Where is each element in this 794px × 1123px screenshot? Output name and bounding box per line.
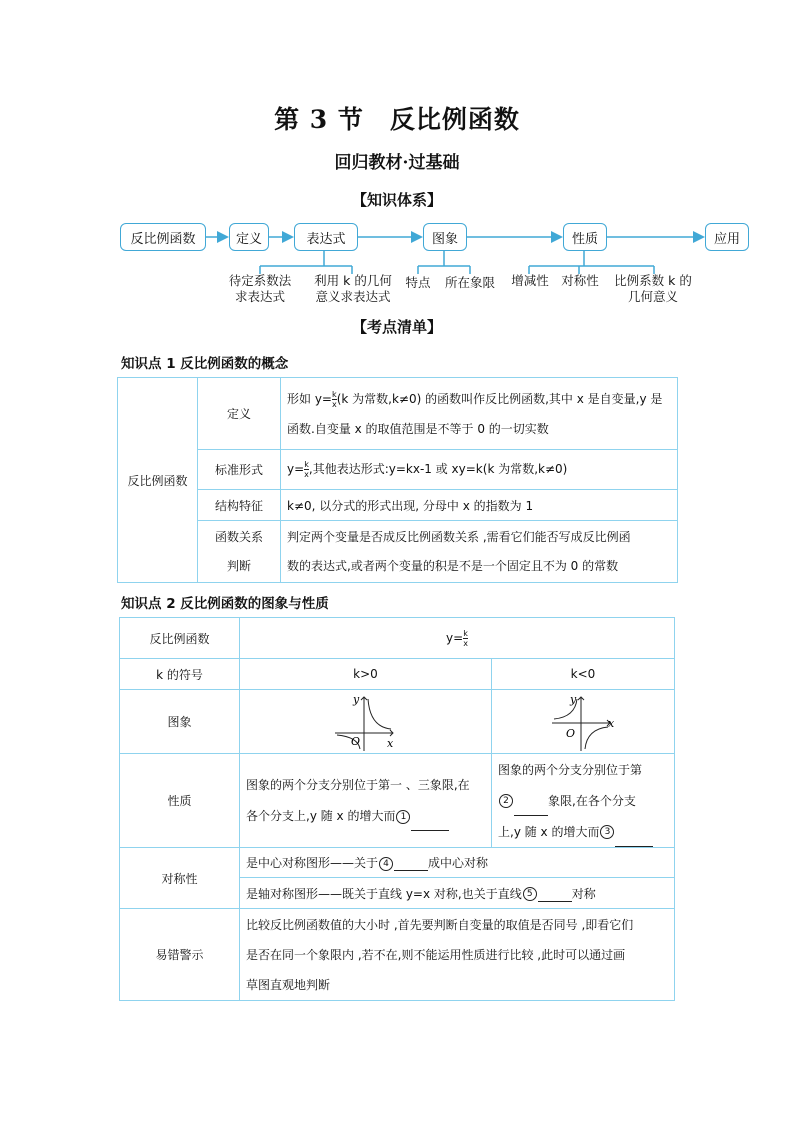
hyperbola-negative-graph — [548, 691, 618, 753]
kp2-graph-negative — [492, 690, 675, 754]
page-subtitle: 回归教材·过基础 — [334, 153, 460, 173]
kp2-warning-text: 比较反比例函数值的大小时 ,首先要判断自变量的取值是否同号 ,即看它们 是否在同一个象限内 ,若不在,则不能运用性质进行比较 ,此时可以通过画 草图直观地判断 — [240, 909, 675, 1001]
kp2-symmetry-axis: 是轴对称图形——既关于直线 y=x 对称,也关于直线 5 对称 — [240, 878, 675, 909]
kp2-func-formula: y= $\frac{k}{x}$ — [240, 618, 675, 659]
kp1-struct-label: 结构特征 — [198, 490, 281, 521]
flow-box-definition: 定义 — [229, 223, 269, 251]
kp2-k-sign-label: k 的符号 — [120, 659, 240, 690]
kp1-std-label: 标准形式 — [198, 450, 281, 490]
svg-text:x: x — [608, 716, 615, 730]
exam-points-heading: 【考点清单】 — [351, 318, 442, 336]
flow-sub-monotonic: 增减性 — [511, 273, 549, 288]
flow-box-graph: 图象 — [423, 223, 467, 251]
kp1-table — [117, 377, 678, 583]
kp2-property-label: 性质 — [120, 754, 240, 848]
kp1-heading: 知识点 1 反比例函数的概念 — [121, 356, 289, 372]
kp1-judge-text: 判定两个变量是否成反比例函数关系 ,需看它们能否写成反比例函 数的表达式,或者两个变量的积是不是一个固定且不为 0 的常数 — [281, 521, 678, 583]
flow-box-property: 性质 — [563, 223, 607, 251]
flow-box-application: 应用 — [705, 223, 749, 251]
flow-sub-symmetry: 对称性 — [561, 273, 599, 288]
kp2-graph-positive — [240, 690, 492, 754]
knowledge-system-heading: 【知识体系】 — [351, 191, 442, 209]
kp2-symmetry-label: 对称性 — [120, 848, 240, 909]
kp1-std-text: y= $\frac{k}{x}$ ,其他表达形式:y=kx-1 或 xy=k(k 为常数,k≠0) — [281, 450, 678, 490]
kp2-k-positive: k>0 — [240, 659, 492, 690]
kp2-k-negative: k<0 — [492, 659, 675, 690]
kp2-graph-label: 图象 — [120, 690, 240, 754]
svg-text:x: x — [386, 736, 393, 750]
flow-sub-geometric: 利用 k 的几何 意义求表达式 — [314, 273, 392, 304]
svg-text:O: O — [566, 726, 576, 740]
flow-sub-quadrant: 所在象限 — [444, 275, 495, 290]
kp2-property-negative: 图象的两个分支分别位于第 2 象限,在各个分支 上,y 随 x 的增大而 3 — [492, 754, 675, 848]
kp2-symmetry-central: 是中心对称图形——关于 4 成中心对称 — [240, 848, 675, 878]
svg-text:O: O — [350, 734, 360, 748]
svg-text:y: y — [570, 692, 577, 706]
hyperbola-positive-graph — [331, 691, 401, 753]
kp1-def-text: 形如 y= $\frac{k}{x}$ (k 为常数,k≠0) 的函数叫作反比例函数,其中 x 是自变量,y 是 函数.自变量 x 的取值范围是不等于 0 的一切实数 — [281, 378, 678, 450]
kp2-warning-label: 易错警示 — [120, 909, 240, 1001]
kp1-judge-label: 函数关系 判断 — [198, 521, 281, 583]
kp1-def-label: 定义 — [198, 378, 281, 450]
kp2-func-label: 反比例函数 — [120, 618, 240, 659]
page-title: 第 3 节 反比例函数 — [274, 105, 520, 134]
flow-sub-feature: 特点 — [405, 275, 431, 290]
flow-sub-undetermined: 待定系数法 求表达式 — [228, 273, 292, 304]
kp2-property-positive: 图象的两个分支分别位于第一 、三象限,在 各个分支上,y 随 x 的增大而 1 — [240, 754, 492, 848]
kp1-struct-text: k≠0, 以分式的形式出现, 分母中 x 的指数为 1 — [281, 490, 678, 521]
flow-box-expression: 表达式 — [294, 223, 358, 251]
kp2-heading: 知识点 2 反比例函数的图象与性质 — [121, 596, 329, 612]
kp1-left-cell: 反比例函数 — [118, 378, 198, 583]
flow-box-function: 反比例函数 — [120, 223, 206, 251]
svg-text:y: y — [352, 692, 359, 706]
flow-sub-k-meaning: 比例系数 k 的 几何意义 — [614, 273, 692, 304]
kp2-table — [119, 617, 675, 1001]
